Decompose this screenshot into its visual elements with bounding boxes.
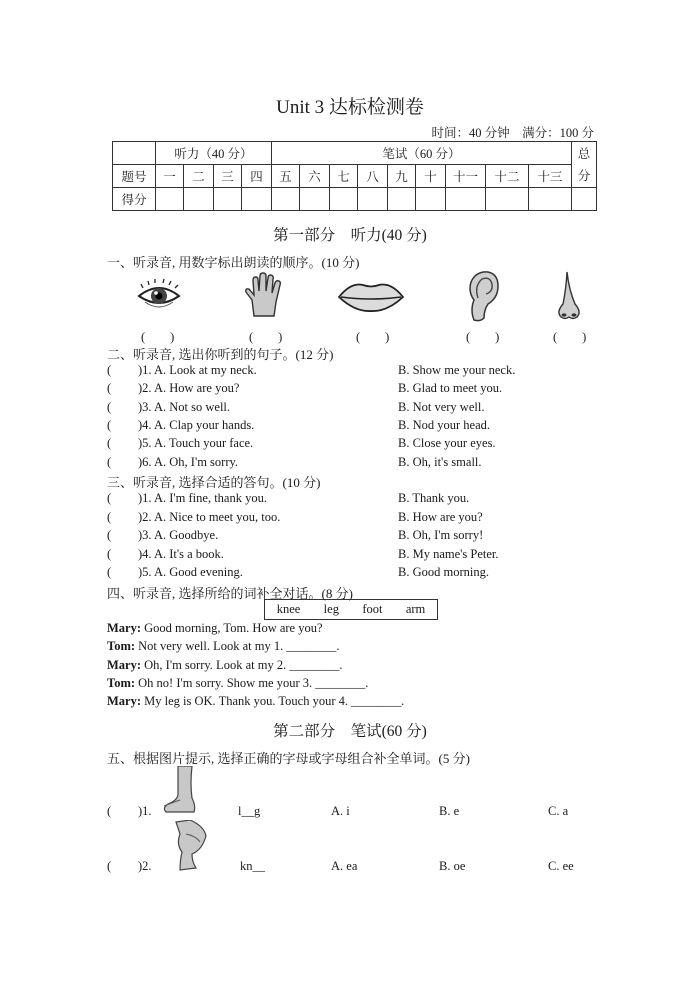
score-cell[interactable] — [358, 188, 388, 211]
option-b[interactable]: B. Show me your neck. — [398, 363, 516, 377]
question-number-cell: 一 — [156, 165, 184, 188]
question-number-cell: 二 — [184, 165, 214, 188]
q5-bracket-open[interactable]: ( — [107, 804, 112, 818]
total-header — [572, 142, 597, 188]
option-b[interactable]: B. How are you? — [398, 509, 483, 524]
dialog-speaker: Mary: — [107, 657, 142, 672]
question-number-cell: 五 — [272, 165, 300, 188]
knee-icon — [162, 820, 216, 872]
q4-heading: 四、听录音, 选择所给的词补全对话。(8 分) — [107, 586, 353, 601]
score-table — [112, 141, 597, 211]
option-a[interactable]: )6. A. Oh, I'm sorry. — [138, 454, 239, 469]
q5-word: kn__ — [240, 859, 265, 873]
hand-icon — [240, 272, 288, 320]
score-cell[interactable] — [529, 188, 572, 211]
ear-icon — [466, 270, 500, 322]
score-cell[interactable] — [184, 188, 214, 211]
question-number-cell: 十 — [416, 165, 446, 188]
q1-answer-bracket[interactable]: ( ) — [249, 330, 283, 344]
question-number-cell: 九 — [388, 165, 416, 188]
answer-bracket[interactable]: ( — [107, 399, 112, 414]
answer-bracket[interactable]: ( — [107, 565, 112, 579]
time-info: 时间：40 分钟 满分：100 分 — [431, 126, 594, 140]
question-number-cell: 七 — [330, 165, 358, 188]
score-cell[interactable] — [388, 188, 416, 211]
option-b[interactable]: B. My name's Peter. — [398, 546, 499, 561]
answer-bracket[interactable]: ( — [107, 491, 112, 505]
q5-word: l__g — [238, 804, 261, 818]
total-score-cell[interactable] — [572, 188, 597, 211]
q5-item-number: )1. — [138, 804, 152, 818]
answer-bracket[interactable]: ( — [107, 381, 112, 396]
dialog-line — [107, 676, 368, 691]
score-cell[interactable] — [486, 188, 529, 211]
option-b[interactable]: B. Thank you. — [398, 491, 470, 505]
score-cell[interactable] — [330, 188, 358, 211]
q5-option-a[interactable]: A. i — [331, 804, 350, 818]
leg-icon — [160, 766, 212, 814]
score-cell[interactable] — [416, 188, 446, 211]
option-a[interactable]: )5. A. Touch your face. — [138, 436, 254, 451]
q1-heading: 一、听录音, 用数字标出朗读的顺序。(10 分) — [107, 255, 360, 270]
q1-answer-bracket[interactable]: ( ) — [141, 330, 175, 344]
q5-bracket-open[interactable]: ( — [107, 859, 112, 873]
eye-icon — [135, 278, 183, 314]
part1-title: 第一部分 听力(40 分) — [273, 227, 427, 244]
score-cell[interactable] — [272, 188, 300, 211]
q5-option-c[interactable]: C. ee — [548, 859, 574, 873]
option-a[interactable]: )4. A. It's a book. — [138, 546, 224, 561]
question-number-label: 题号 — [113, 165, 156, 188]
answer-bracket[interactable]: ( — [107, 528, 112, 542]
dialog-line — [107, 658, 342, 673]
q1-answer-bracket[interactable]: ( ) — [466, 330, 500, 344]
word-option: knee — [276, 602, 301, 616]
dialog-text: Not very well. Look at my 1. ________. — [135, 639, 340, 654]
word-option: leg — [323, 602, 339, 616]
option-a[interactable]: )1. A. I'm fine, thank you. — [138, 491, 267, 505]
option-a[interactable]: )5. A. Good evening. — [138, 565, 243, 579]
total-label: 总分 — [577, 146, 591, 183]
part2-title: 第二部分 笔试(60 分) — [273, 723, 427, 740]
answer-bracket[interactable]: ( — [107, 436, 112, 451]
option-a[interactable]: )3. A. Not so well. — [138, 399, 231, 414]
q5-heading: 五、根据图片提示, 选择正确的字母或字母组合补全单词。(5 分) — [107, 751, 470, 766]
question-number-cell: 四 — [242, 165, 272, 188]
dialog-text: Oh, I'm sorry. Look at my 2. ________. — [141, 657, 343, 672]
q1-answer-bracket[interactable]: ( ) — [356, 330, 390, 344]
dialog-speaker: Mary: — [107, 621, 142, 635]
dialog-text: My leg is OK. Thank you. Touch your 4. ________. — [141, 694, 405, 709]
nose-icon — [555, 270, 583, 322]
dialog-text: Good morning, Tom. How are you? — [141, 621, 323, 635]
dialog-speaker: Tom: — [107, 675, 136, 690]
answer-bracket[interactable]: ( — [107, 363, 112, 377]
page-title: Unit 3 达标检测卷 — [276, 97, 424, 118]
option-b[interactable]: B. Glad to meet you. — [398, 381, 503, 396]
option-b[interactable]: B. Oh, it's small. — [398, 454, 482, 469]
dialog-speaker: Mary: — [107, 694, 142, 709]
question-number-cell: 三 — [214, 165, 242, 188]
question-number-cell: 八 — [358, 165, 388, 188]
option-b[interactable]: B. Oh, I'm sorry! — [398, 528, 484, 542]
answer-bracket[interactable]: ( — [107, 417, 112, 432]
question-number-cell: 十二 — [486, 165, 529, 188]
score-label: 得分 — [113, 188, 156, 211]
corner-cell — [113, 142, 156, 165]
question-number-cell: 十一 — [446, 165, 486, 188]
score-cell[interactable] — [156, 188, 184, 211]
writing-header: 笔试（60 分） — [272, 142, 572, 165]
q3-heading: 三、听录音, 选择合适的答句。(10 分) — [107, 475, 321, 490]
option-b[interactable]: B. Not very well. — [398, 399, 485, 414]
question-number-cell: 十三 — [529, 165, 572, 188]
dialog-line — [107, 694, 404, 709]
q5-option-b[interactable]: B. oe — [439, 859, 466, 873]
q5-option-a[interactable]: A. ea — [331, 859, 358, 873]
dialog-speaker: Tom: — [107, 639, 136, 654]
q5-item-number: )2. — [138, 859, 152, 873]
score-cell[interactable] — [214, 188, 242, 211]
option-a[interactable]: )1. A. Look at my neck. — [138, 363, 257, 377]
word-box — [264, 599, 438, 620]
option-a[interactable]: )2. A. How are you? — [138, 381, 240, 396]
answer-bracket[interactable]: ( — [107, 546, 112, 561]
option-a[interactable]: )3. A. Goodbye. — [138, 528, 219, 542]
answer-bracket[interactable]: ( — [107, 454, 112, 469]
word-option: arm — [405, 602, 426, 616]
mouth-icon — [337, 279, 405, 315]
dialog-line — [107, 639, 340, 654]
option-b[interactable]: B. Close your eyes. — [398, 436, 496, 451]
word-option: foot — [362, 602, 383, 616]
q5-option-b[interactable]: B. e — [439, 804, 460, 818]
score-cell[interactable] — [300, 188, 330, 211]
option-b[interactable]: B. Good morning. — [398, 565, 489, 579]
score-cell[interactable] — [242, 188, 272, 211]
dialog-text: Oh no! I'm sorry. Show me your 3. ________. — [135, 675, 369, 690]
listening-header: 听力（40 分） — [156, 142, 272, 165]
option-a[interactable]: )4. A. Clap your hands. — [138, 417, 255, 432]
q5-option-c[interactable]: C. a — [548, 804, 569, 818]
question-number-cell: 六 — [300, 165, 330, 188]
answer-bracket[interactable]: ( — [107, 509, 112, 524]
q2-heading: 二、听录音, 选出你听到的句子。(12 分) — [107, 347, 334, 362]
dialog-line — [107, 621, 323, 636]
option-b[interactable]: B. Nod your head. — [398, 417, 490, 432]
q1-answer-bracket[interactable]: ( ) — [553, 330, 587, 344]
score-cell[interactable] — [446, 188, 486, 211]
option-a[interactable]: )2. A. Nice to meet you, too. — [138, 509, 281, 524]
